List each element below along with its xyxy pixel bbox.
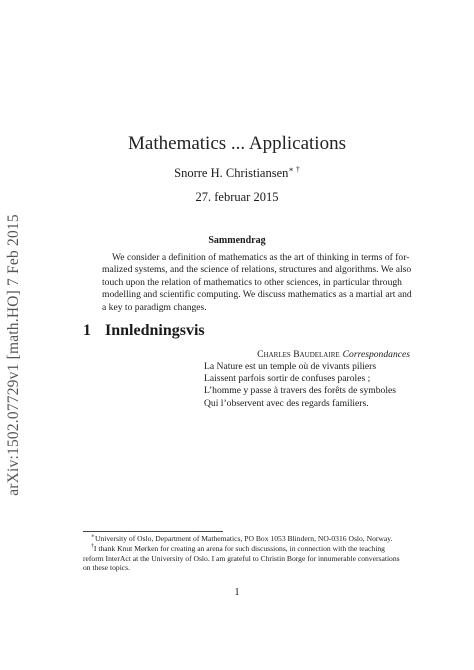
page-number: 1: [234, 587, 240, 598]
section-heading: [83, 322, 205, 340]
epigraph-author: Charles Baudelaire: [257, 349, 340, 360]
epigraph-attribution: [257, 349, 410, 360]
paper-title: Mathematics ... Applications: [128, 133, 346, 154]
section-title: Innledningsvis: [105, 322, 205, 339]
abstract-line: modelling and scientific computing. We discuss mathematics as a martial art and: [102, 289, 412, 301]
abstract-line: a key to paradigm changes.: [102, 301, 207, 313]
footnote-1: [83, 534, 413, 544]
abstract-heading: Sammendrag: [208, 235, 266, 246]
footnote-2: [83, 544, 413, 554]
author-name: Snorre H. Christiansen: [174, 166, 289, 180]
poem-line: La Nature est un temple où de vivants piliers: [204, 361, 377, 372]
footnote-text: I thank Knut Mørken for creating an arena for such discussions, in connection with the teaching: [93, 543, 385, 553]
abstract-line: We consider a definition of mathematics as the art of thinking in terms of for-: [112, 252, 410, 263]
footnote-2-continued: reform InterAct at the University of Oslo. I am grateful to Christin Borge for innumerable conversations: [83, 553, 400, 563]
author-footnote-marks: ∗ †: [288, 164, 300, 174]
poem-line: Laissent parfois sortir de confuses paroles ;: [204, 373, 371, 385]
footnote-2-continued: on these topics.: [83, 563, 131, 573]
arxiv-sidebar: [2, 205, 26, 505]
abstract-line: malized systems, and the science of relations, structures and algorithms. We also: [102, 264, 412, 276]
section-number: 1: [83, 322, 91, 339]
abstract-body: [102, 252, 410, 314]
footnotes: [83, 534, 413, 573]
epigraph-poem: [204, 361, 396, 410]
paper-date: 27. februar 2015: [195, 190, 279, 204]
epigraph-work: Correspondances: [342, 349, 410, 360]
arxiv-identifier: arXiv:1502.07729v1 [math.HO] 7 Feb 2015: [5, 214, 22, 496]
footnote-text: University of Oslo, Department of Mathematics, PO Box 1053 Blindern, NO-0316 Oslo, Norway.: [94, 534, 393, 543]
author-line: [0, 166, 474, 181]
poem-line: Qui l’observent avec des regards familiers.: [204, 397, 369, 409]
footnote-divider: [83, 531, 223, 532]
footnote-mark: †: [91, 543, 94, 550]
abstract-line: touch upon the relation of mathematics to other sciences, in particular through: [102, 276, 402, 288]
footnote-mark: ∗: [91, 533, 95, 540]
poem-line: L’homme y passe à travers des forêts de symboles: [204, 385, 397, 397]
